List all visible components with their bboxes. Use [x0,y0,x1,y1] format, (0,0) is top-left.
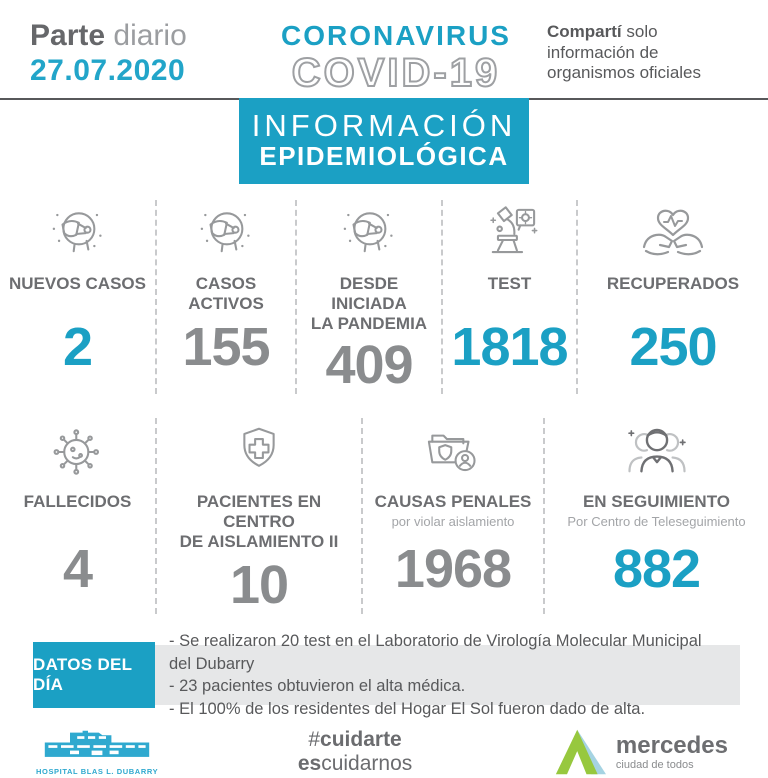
stats-row-1 [0,200,768,394]
brand-coronavirus: CORONAVIRUS [281,20,511,51]
stat-desde-pandemia [297,200,443,394]
hashtag-line2: escuidarnos [297,752,413,776]
stat-causas-penales [363,418,545,614]
daily-data-section [33,631,740,719]
hospital-logo [36,729,158,776]
daily-bullet-1: - Se realizaron 20 test en el Laboratorio de Virología Molecular Municipal del Dubarry [169,631,702,673]
city-tagline: ciudad de todos [615,758,694,771]
share-note [547,20,742,84]
stat-label: NUEVOS CASOS [9,274,146,293]
people-icon [624,420,690,484]
stat-fallecidos [0,418,157,614]
share-note-bold: Compartí [547,22,622,41]
stat-value: 1818 [451,317,568,377]
section-banner [239,98,529,184]
daily-bullet-2: - 23 pacientes obtuvieron el alta médica. [169,677,466,696]
report-title [30,20,245,52]
mask-face-icon [338,202,400,266]
report-date: 27.07.2020 [30,53,186,87]
share-note-line3: organismos oficiales [547,63,702,83]
city-text [615,731,728,771]
stat-pacientes-aislamiento [157,418,363,614]
daily-bullet-3: - El 100% de los residentes del Hogar El Sol fueron dado de alta. [169,700,646,719]
stat-label: FALLECIDOS [23,492,132,512]
footer [36,726,728,778]
campaign-hashtag [298,728,412,776]
stat-value: 250 [629,317,717,377]
shield-cross-icon [228,420,290,484]
share-note-rest: solo [626,22,658,41]
brand-block [245,20,547,93]
daily-data-bullets [155,631,740,719]
stat-en-seguimiento [545,418,768,614]
microscope-icon [479,202,541,266]
city-logo [552,726,728,778]
stat-label: CAUSAS PENALES por violar aislamiento [374,492,532,530]
stat-label: EN SEGUIMIENTO Por Centro de Teleseguimiento [567,492,746,530]
mask-face-icon [47,202,109,266]
stat-label: CASOS ACTIVOS [188,274,264,314]
report-title-light: diario [113,19,187,52]
report-title-bold: Parte [30,19,106,52]
header [0,0,768,95]
stat-value: 2 [62,317,93,377]
virus-icon [47,420,109,484]
stat-value: 409 [325,335,413,396]
mask-face-icon [195,202,257,266]
stat-label: DESDE INICIADA LA PANDEMIA [310,274,428,334]
share-note-line2: información de [547,42,659,62]
hospital-building-icon [42,729,152,765]
report-title-block [30,20,245,88]
stat-casos-activos [157,200,297,394]
stat-label: RECUPERADOS [606,274,740,293]
stat-value: 155 [182,317,270,377]
stat-value: 882 [612,539,701,600]
stat-label: PACIENTES EN CENTRO DE AISLAMIENTO II [179,492,339,552]
city-name: mercedes [615,731,728,759]
stat-nuevos-casos [0,200,157,394]
stat-value: 4 [62,539,93,600]
folder-person-icon [421,420,485,484]
share-note-line1 [547,22,742,43]
stat-label: TEST [487,274,532,293]
banner-line2: EPIDEMIOLÓGICA [259,141,509,172]
stat-value: 1968 [394,539,512,600]
banner-line1: INFORMACIÓN [251,107,517,143]
hashtag-line1: #cuidarte [308,728,402,752]
hands-heart-icon [637,202,709,266]
hospital-caption: HOSPITAL BLAS L. DUBARRY [36,766,159,776]
stat-test [443,200,578,394]
daily-data-label: DATOS DEL DÍA [33,642,155,708]
mercedes-m-icon [552,726,608,778]
stat-recuperados [578,200,768,394]
stat-value: 10 [229,555,289,616]
brand-covid19: COVID-19 [291,51,501,95]
stats-row-2 [0,418,768,614]
